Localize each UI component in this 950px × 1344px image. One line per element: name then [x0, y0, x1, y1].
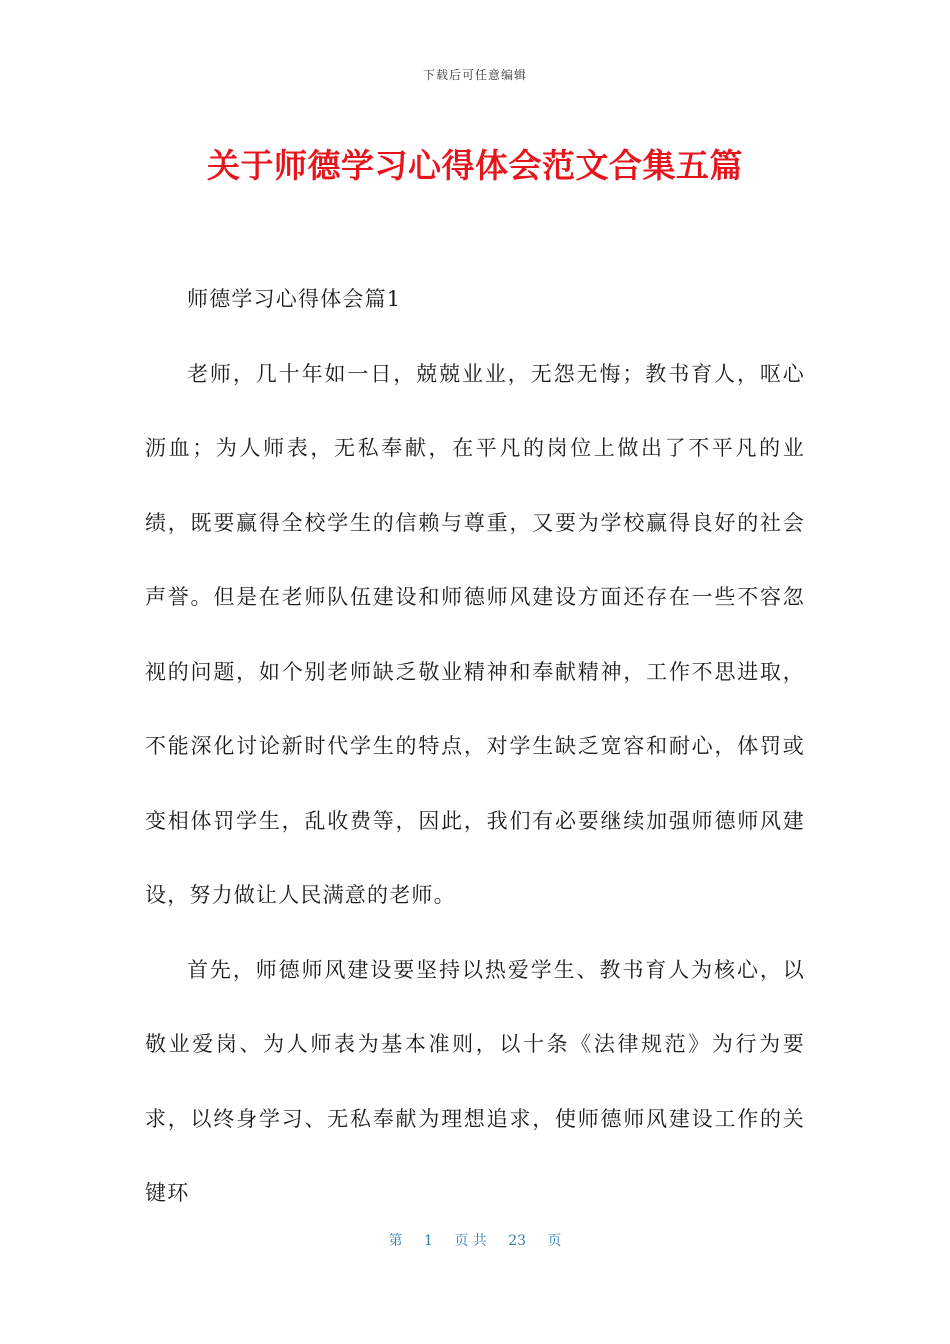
footer-total-pages: 23 [508, 1233, 527, 1249]
body-paragraph: 老师，几十年如一日，兢兢业业，无怨无悔；教书育人，呕心沥血；为人师表，无私奉献，在平凡的岗位上做出了不平凡的业绩，既要赢得全校学生的信赖与尊重，又要为学校赢得良好的社会声誉。但是在老师队伍建设和师德师风建设方面还存在一些不容忽视的问题，如个别老师缺乏敬业精神和奉献精神，工作不思进取，不能深化讨论新时代学生的特点，对学生缺乏宽容和耐心，体罚或变相体罚学生，乱收费等，因此，我们有必要继续加强师德师风建设，努力做让人民满意的老师。 [145, 361, 805, 907]
document-body [145, 262, 805, 1231]
footer-page-suffix: 页 [547, 1233, 562, 1249]
footer-current-page: 1 [423, 1233, 433, 1249]
header-note: 下载后可任意编辑 [422, 68, 527, 82]
document-title: 关于师德学习心得体会范文合集五篇 [207, 146, 743, 185]
page-footer [0, 1230, 950, 1250]
footer-page-prefix: 第 [388, 1233, 403, 1249]
body-paragraph: 首先，师德师风建设要坚持以热爱学生、教书育人为核心，以敬业爱岗、为人师表为基本准则，以十条《法律规范》为行为要求，以终身学习、无私奉献为理想追求，使师德师风建设工作的关键环 [145, 957, 805, 1205]
section-heading: 师德学习心得体会篇1 [187, 287, 402, 311]
footer-page-middle: 页 共 [454, 1233, 487, 1249]
